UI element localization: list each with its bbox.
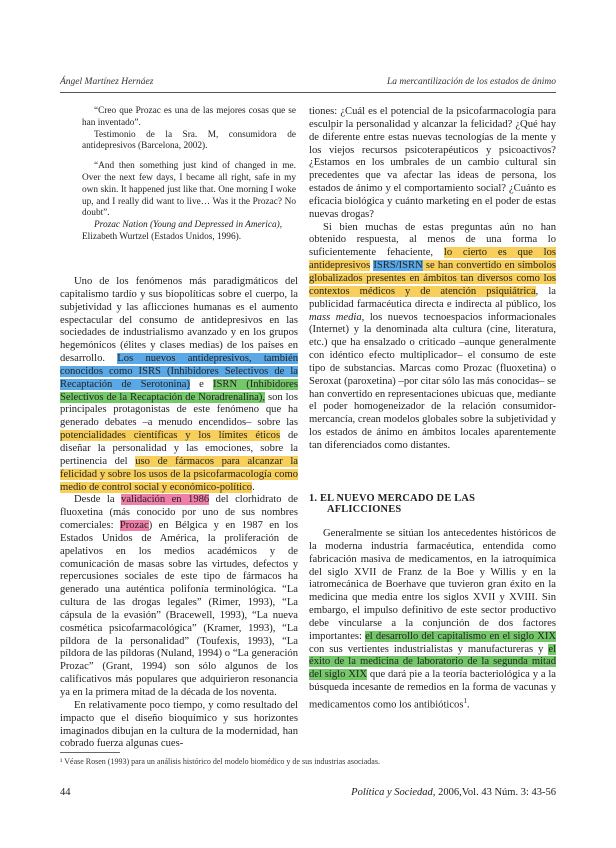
right-paragraph-3 [309,528,556,712]
text-run: Generalmente se sitúan los antecedentes históricos de la moderna industria farmacéutica, entendida como fabricación masiva de medicamentos, en la iatroquímica del siglo XVII de Franz de la Boe y Willis y en la iatromecánica de Boerhave que tuvieron gran éxito en la medicina que media entre los siglos XVII y XVIII. Sin embargo, el impulso definitivo de este sector productivo debe vincularse a la conjunción de dos factores importantes: [309,528,556,642]
epigraph-attribution-1: Testimonio de la Sra. M, consumidora de antidepresivos (Barcelona, 2002). [82,129,296,152]
epigraph-author-2: Elizabeth Wurtzel (Estados Unidos, 1996). [82,231,242,242]
text-run: del clorhidrato de fluoxetina (más conocido por uno de sus nombres comerciales: [60,494,298,532]
section-title-line-1: 1. EL NUEVO MERCADO DE LAS [309,493,476,504]
highlight-blue: Los nuevos antidepresivos, también conocidos como ISRS (Inhibidores Selectivos de la Recaptación de Serotonina) [60,353,298,390]
highlight-yellow: lo cierto es que los antidepresivos [309,247,556,272]
text-run: e [190,378,213,390]
left-paragraph-1 [60,276,298,494]
text-run: que dará pie a la teoría bacteriológica y a la búsqueda incesante de remedios en la forma de vacunas y medicamentos como los antibióticos [309,669,557,711]
footnote: ¹ Véase Rosen (1993) para un análisis histórico del modelo biomédico y de sus industrias asociadas. [60,757,380,766]
running-header-title: La mercantilización de los estados de ánimo [386,77,556,87]
footnote-marker: 1 [463,696,467,705]
journal-name: Política y Sociedad, [351,787,436,798]
left-paragraph-3: En relativamente poco tiempo, y como resultado del impacto que el diseño bioquímico y sus horizontes imaginados dibujan en la cultura de la modernidad, han cobrado fuerza algunas cues- [60,699,298,750]
right-column [309,106,556,453]
book-title: Prozac Nation (Young and Depressed in America), [94,220,283,231]
epigraph-block [82,106,296,244]
highlight-yellow: potencialidades científicas y los límites éticos [60,430,281,442]
page-number: 44 [60,787,71,798]
text-run: Uno de los fenómenos más paradigmáticos del capitalismo tardío y sus biopolíticas sobre el cuerpo, la subjetividad y las aflicciones humanas es el aumento espectacular del consumo de antidepresivos en las sociedades de industrialismo avanzado y en los grupos hegemónicos (élites y clases medias) de los países en desarrollo. [60,276,298,365]
text-run: son los principales protagonistas de este fenómeno que ha generado debates –a menudo encendidos– sobre las [60,391,298,429]
right-paragraph-2 [309,222,556,453]
epigraph-quote-1: “Creo que Prozac es una de las mejores cosas que se han inventado”. [82,106,296,128]
highlight-green: el éxito de la medicina de laboratorio de la segunda mitad del siglo XIX [309,643,556,681]
section-title-line-2: AFLICCIONES [327,504,402,515]
italic-term: mass media [309,311,362,323]
text-run: , la publicidad farmacéutica directa e indirecta al público, los [309,285,556,310]
highlight-yellow: se han convertido en símbolos globalizados presentes en ámbitos tan diversos como los contextos médicos y de atención psiquiátrica [309,260,556,297]
left-paragraph-2 [60,494,298,700]
text-run: Si bien muchas de estas preguntas aún no han obtenido respuesta, al menos de una forma lo suficientemente fehaciente, [309,221,556,259]
journal-issue: 2006,Vol. 43 Núm. 3: 43-56 [435,787,556,798]
text-run: ) en Bélgica y en 1987 en los Estados Unidos de América, la proliferación de apelativos en los medios académicos y de comunicación de masas sobre las virtudes, defectos y repercusiones sociales de este tipo de fármacos ha generado una auténtica polifonía terminológica. “La cultura de las drogas legales” (Rimer, 1993), “La cápsula de la evasión” (Bracewell, 1993), “La nueva cosmética psicofarmacológica” (Kramer, 1993), “La píldora de la personalidad” (Toufexis, 1993), “La píldora de las píldoras (Nuland, 1994) o “La generación Prozac” (Grant, 1994) son sólo algunos de los calificativos más populares que adquirieron resonancia ya en la primera mitad de la década de los noventa. [60,520,298,698]
footnote-rule [60,752,120,753]
header-rule [60,92,556,93]
left-column [60,276,298,751]
epigraph-quote-2: “And then something just kind of changed in me. Over the next few days, I became all right, safe in my own skin. It happened just like that. One morning I woke up, and I really did want to live… Was it the Prozac? No doubt”. [82,161,296,219]
right-paragraph-1: tiones: ¿Cuál es el potencial de la psicofarmacología para esculpir la personalidad y alcanzar la felicidad? ¿Qué hay de diferente entre estas nuevas tecnologías de la mente y los viejos recursos psicoterapéuticos y psicoactivos? ¿Estamos en los umbrales de un cambio cultural sin precedentes que va afectar las ideas de persona, los estados de ánimo y el comportamiento social? ¿Cuánto es eficacia biológica y cuánto marketing en el poder de estas nuevas drogas? [309,106,556,220]
highlight-yellow: uso de fármacos para alcanzar la felicidad y sobre los usos de la psicofarmacología como medio de control social y económico-político [60,455,298,493]
section-heading [309,493,556,515]
epigraph-attribution-2 [82,220,296,232]
text-run: . [252,481,255,493]
text-run: de diseñar la personalidad y las emociones, sobre la pertinencia del [60,430,298,467]
text-run: , los nuevos tecnoespacios informacionales (Internet) y la denominada alta cultura (cine, literatura, etc.) que ha ensalzado o criticado –aunque generalmente con idéntico efecto multiplicador– el consumo de este tipo de substancias. Marcas como Prozac (fluoxetina) o Seroxat (paroxetina) –por citar sólo las más conocidas– se han convertido en representaciones ubicuas que, mediante el poder homogeneizador de la relación consumidor-mercancía, crean modelos globales sobre la subjetividad y los estados de ánimo en ámbitos locales aparentemente tan diferenciados como distantes. [309,311,556,451]
running-header-author: Ángel Martínez Hernáez [60,77,154,87]
text-run: Desde la [74,494,122,506]
highlight-pink: Prozac [119,520,149,532]
highlight-green: ISRN (Inhibidores Selectivos de la Recaptación de Noradrenalina), [60,378,298,403]
text-run: con sus vertientes industrialistas y manufactureras y [309,643,549,655]
highlight-green: el desarrollo del capitalismo en el siglo XIX [365,630,556,642]
highlight-pink: validación en 1986 [121,494,210,506]
text-run: . [466,699,470,711]
journal-citation [351,787,556,798]
highlight-blue: ISRS/ISRN [373,260,423,272]
right-column-section [309,528,556,712]
